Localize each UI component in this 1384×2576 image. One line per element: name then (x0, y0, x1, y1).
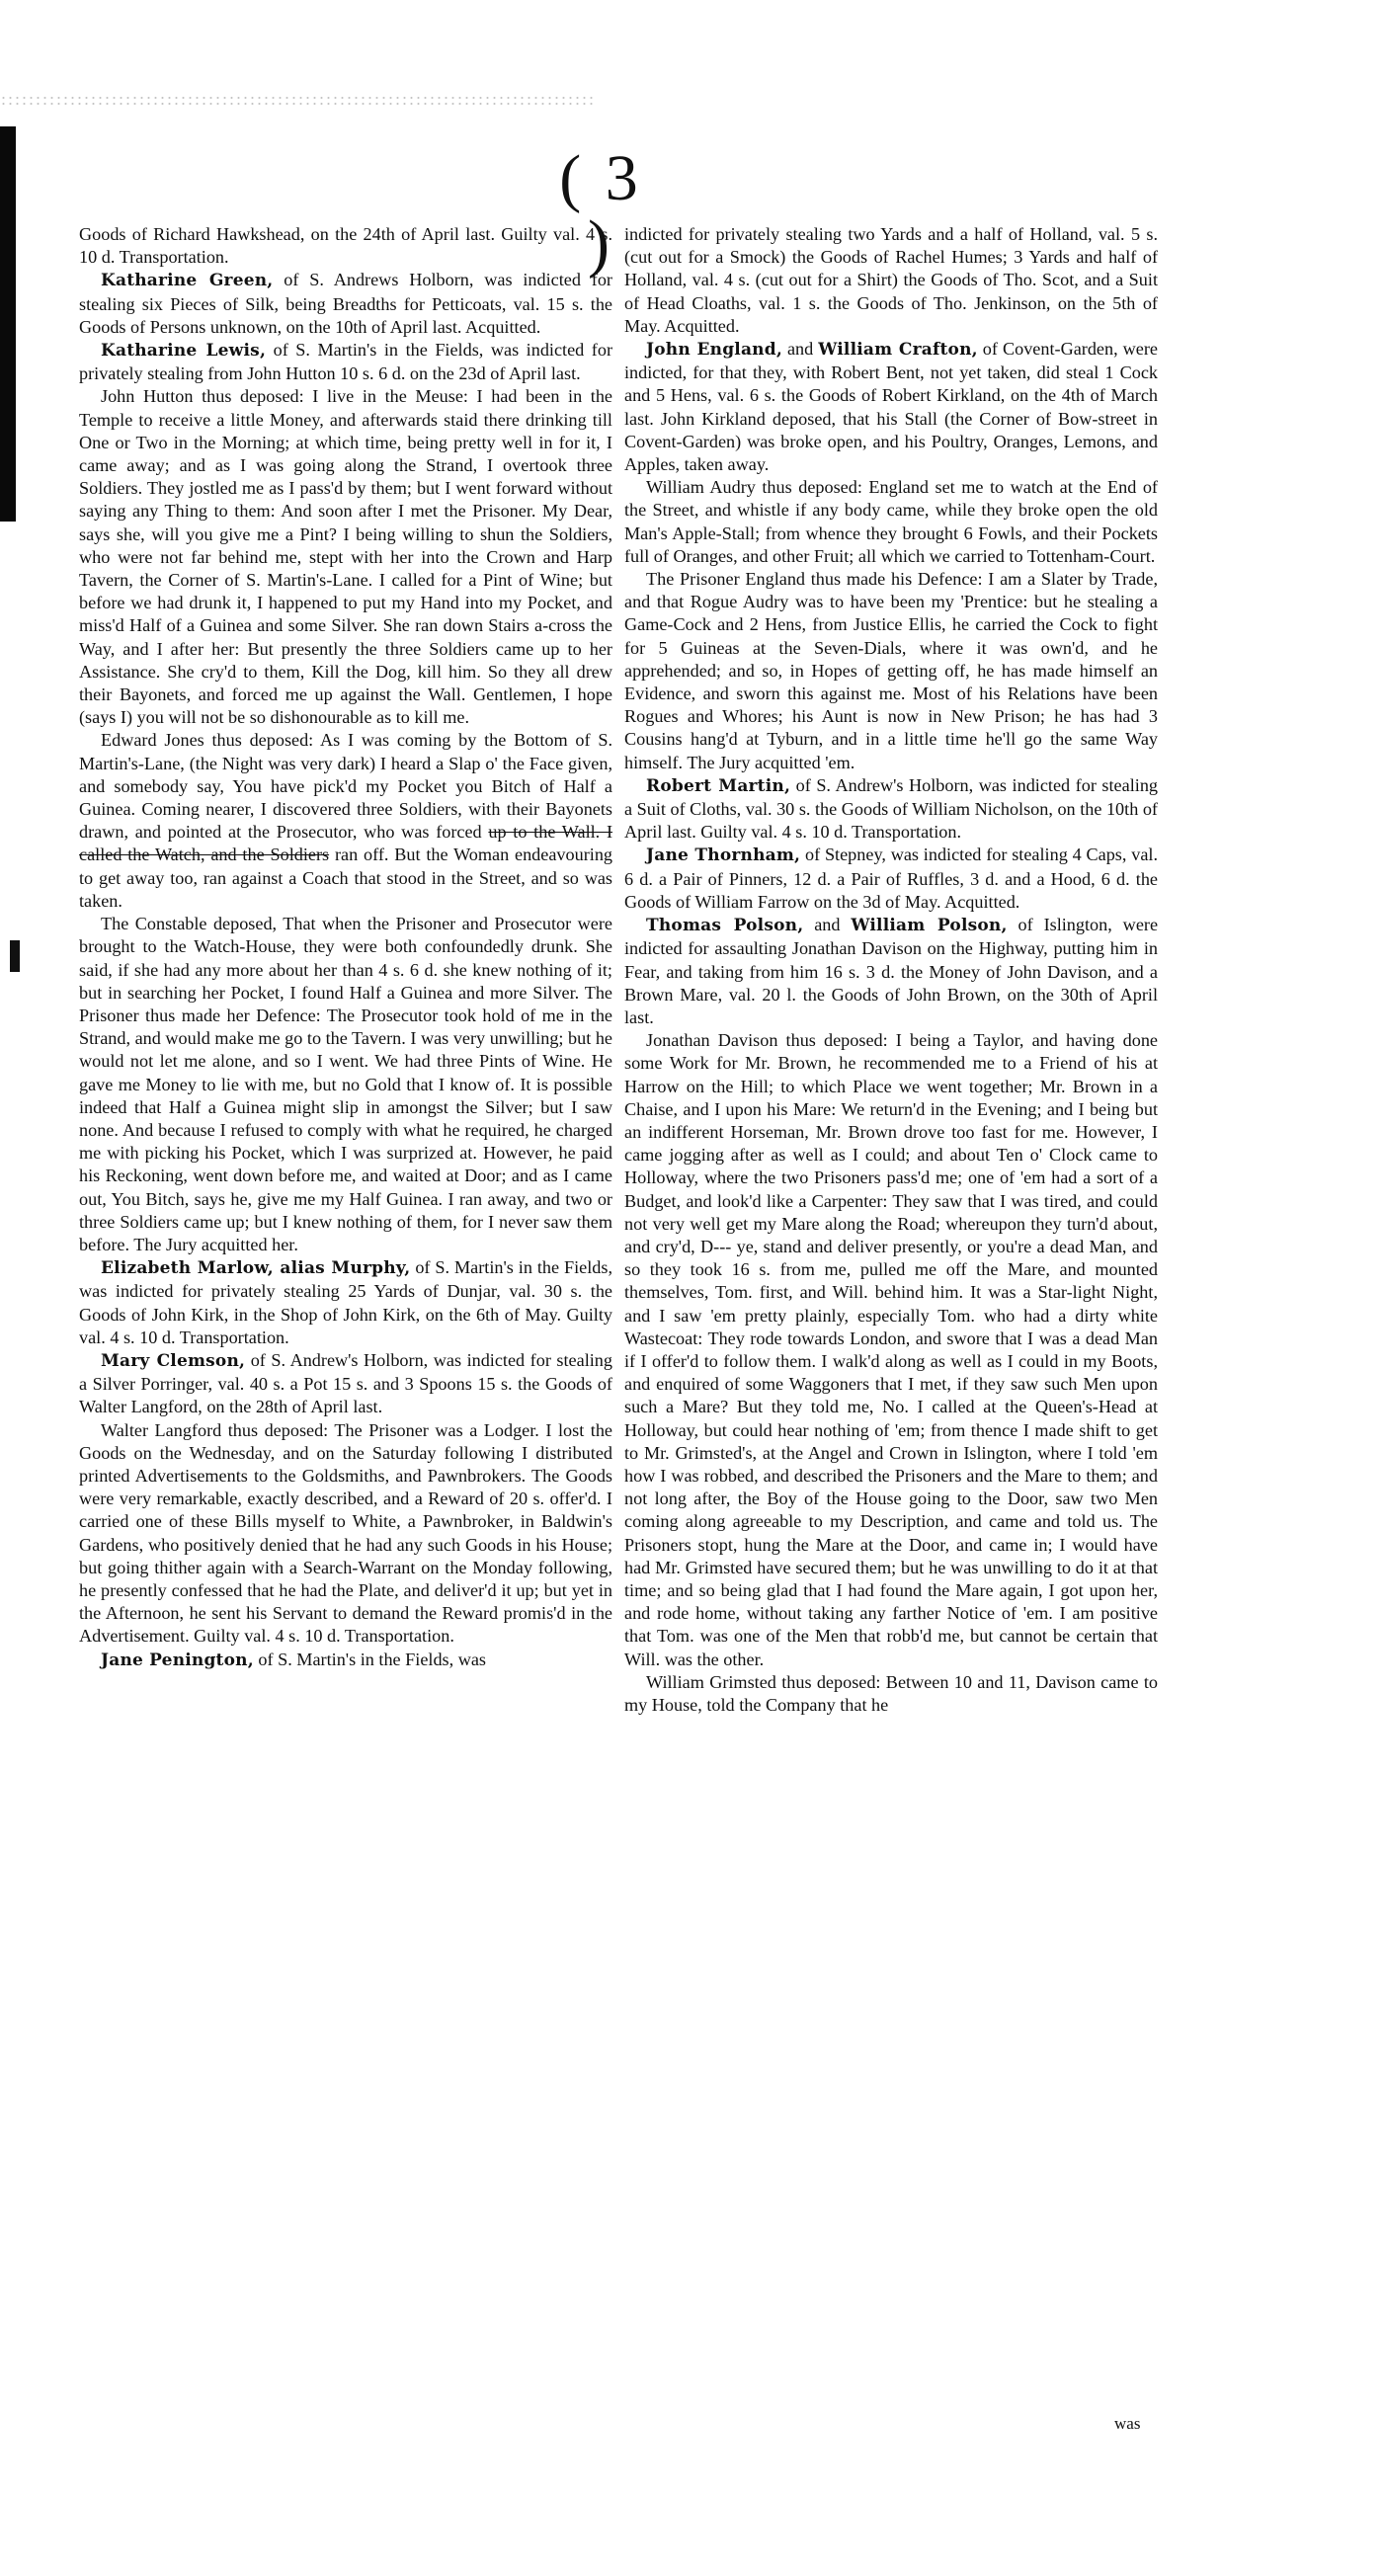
defendant-name: William Polson, (851, 916, 1008, 936)
defendant-name: John England, (646, 340, 782, 361)
scan-edge-bar (0, 126, 16, 522)
defendant-name: Jane Thornham, (646, 845, 801, 866)
defendant-name: Mary Clemson, (101, 1350, 246, 1371)
paragraph: Walter Langford thus deposed: The Prisoner was a Lodger. I lost the Goods on the Wednesday, and on the Saturday following I distributed printed Advertisements to the Goldsmiths, and Pawnbrokers. The Goods were very remarkable, exactly described, and a Reward of 20 s. offer'd. I carried one of these Bills myself to White, a Pawnbroker, in Baldwin's Gardens, who positively denied that he had any such Goods in his House; but going thither again with a Search-Warrant on the Monday following, he presently confessed that he had the Plate, and deliver'd it up; but yet in the Afternoon, he sent his Servant to demand the Reward promis'd in the Advertisement. Guilty val. 4 s. 10 d. Transportation. (79, 1419, 612, 1647)
entry (624, 844, 1158, 914)
entry-text: of Stepney, was indicted for stealing 4 Caps, val. 6 d. a Pair of Pinners, 12 d. a Pair of Ruffles, 3 d. and a Hood, 6 d. the Goods of William Farrow on the 3d of May. Acquitted. (624, 845, 1158, 912)
defendant-name: Jane Penington, (101, 1650, 254, 1670)
paragraph-text: ran off. But the Woman endeavouring to get away too, ran against a Coach that stood in the Street, and so was taken. (79, 845, 612, 911)
right-column (624, 223, 1158, 2446)
struck-text: up to the Wall. I called the Watch, and the Soldiers (79, 822, 612, 865)
margin-mark (10, 940, 20, 972)
entry-text: of S. Martin's in the Fields, was (253, 1649, 487, 1669)
defendant-name: Katharine Green, (101, 271, 274, 291)
scan-noise (0, 95, 593, 107)
page-number: ( 3 ) (559, 142, 642, 280)
entry-text: of S. Andrew's Holborn, was indicted for stealing a Suit of Cloths, val. 30 s. the Goods of William Nicholson, on the 10th of April last. Guilty val. 4 s. 10 d. Transportation. (624, 774, 1158, 843)
entry-text: of Covent-Garden, were indicted, for that they, with Robert Bent, not yet taken, did steal 1 Cock and 5 Hens, val. 6 s. the Goods of Robert Kirkland, on the 4th of March last. John Kirkland deposed, that his Stall (the Corner of Bow-street in Covent-Garden) was broke open, and his Poultry, Oranges, Lemons, and Apples, taken away. (624, 339, 1158, 475)
entry-text: of Islington, were indicted for assaulting Jonathan Davison on the Highway, putting him in Fear, and taking from him 16 s. 3 d. the Money of John Davison, and a Brown Mare, val. 20 l. the Goods of John Brown, on the 30th of April last. (624, 915, 1158, 1027)
paragraph: William Audry thus deposed: England set me to watch at the End of the Street, and whistle if any body came, while they broke open the old Man's Apple-Stall; from whence they brought 6 Fowls, and their Pockets full of Oranges, and other Fruit; all which we carried to Tottenham-Court. (624, 477, 1158, 566)
entry (79, 339, 612, 385)
paragraph: indicted for privately stealing two Yards and a half of Holland, val. 5 s. (cut out for a Smock) the Goods of Rachel Humes; 3 Yards and half of Holland, val. 4 s. (cut out for a Shirt) the Goods of Tho. Scot, and a Suit of Head Cloaths, val. 1 s. the Goods of Tho. Jenkinson, on the 5th of May. Acquitted. (624, 224, 1158, 336)
catchword: was (1114, 2414, 1141, 2433)
entry (624, 774, 1158, 845)
conjunction: and (781, 339, 819, 360)
paragraph: Goods of Richard Hawkshead, on the 24th of April last. Guilty val. 4 s. 10 d. Transportation. (79, 224, 612, 268)
paragraph: John Hutton thus deposed: I live in the Meuse: I had been in the Temple to receive a little Money, and afterwards staid there drinking till One or Two in the Morning; at which time, being pretty well in for it, I came away; and as I was going along the Strand, I overtook three Soldiers. They jostled me as I pass'd by them; but I went forward without saying any Thing to them: And soon after I met the Prisoner. My Dear, says she, will you give me a Pint? I being willing to shun the Soldiers, who were not far behind me, stept with her into the Crown and Harp Tavern, the Corner of S. Martin's-Lane. I called for a Pint of Wine; but before we had drunk it, I happened to put my Hand into my Pocket, and miss'd Half of a Guinea and some Silver. She ran down Stairs a-cross the Way, and I after her: But presently the three Soldiers came up to her Assistance. She cry'd to them, Kill the Dog, kill him. So they all drew their Bayonets, and forced me up against the Wall. Gentlemen, I hope (says I) you will not be so dishonourable as to kill me. (79, 386, 612, 728)
paragraph (79, 729, 612, 913)
entry-text: of S. Martin's in the Fields, was indicted for privately stealing from John Hutton 10 s. 6 d. on the 23d of April last. (79, 340, 612, 384)
paragraph: The Constable deposed, That when the Prisoner and Prosecutor were brought to the Watch-House, they were both confoundedly drunk. She said, if she had any more about her than 4 s. 6 d. she knew nothing of it; but in searching her Pocket, I found Half a Guinea and more Silver. The Prisoner thus made her Defence: The Prosecutor took hold of me in the Strand, and would make me go to the Tavern. I was very unwilling; but he would not let me alone, and so I went. We had three Pints of Wine. He gave me Money to lie with me, but no Gold that I know of. It is possible indeed that Half a Guinea might slip in amongst the Silver; but I saw none. And because I refused to comply with what he required, he charged me with picking his Pocket, which I was surprized at. However, he paid his Reckoning, went down before me, and waited at Door; and as I came out, You Bitch, says he, give me my Half Guinea. I ran away, and two or three Soldiers came up; but I knew nothing of them, for I never saw them before. The Jury acquitted her. (79, 914, 612, 1254)
entry (79, 1649, 612, 1672)
entry (624, 338, 1158, 476)
conjunction: and (803, 915, 852, 935)
defendant-name: Katharine Lewis, (101, 341, 267, 362)
paragraph: The Prisoner England thus made his Defence: I am a Slater by Trade, and that Rogue Audry was to have been my 'Prentice: but he stealing a Game-Cock and 2 Hens, from Justice Ellis, he carried the Cock to fight for 5 Guineas at the Seven-Dials, where it was own'd, and he apprehended; and so, in Hopes of getting off, he has made himself an Evidence, and sworn this against me. Most of his Relations have been Rogues and Whores; his Aunt is now in New Prison; he has had 3 Cousins hang'd at Tyburn, and in a little time he'll go the same Way himself. The Jury acquitted 'em. (624, 569, 1158, 772)
entry (624, 914, 1158, 1029)
entry (79, 1256, 612, 1349)
paragraph-text: Edward Jones thus deposed: As I was coming by the Bottom of S. Martin's-Lane, (the Night was very dark) I heard a Slap o' the Face given, and somebody say, You have pick'd my Pocket you Bitch of Half a Guinea. Coming nearer, I discovered three Soldiers, with their Bayonets drawn, and pointed at the Prosecutor, who was forced (79, 730, 612, 843)
defendant-name: Thomas Polson, (646, 916, 804, 936)
entry-text: of S. Martin's in the Fields, was indicted for privately stealing 25 Yards of Dunjar, val. 30 s. the Goods of John Kirk, in the Shop of John Kirk, on the 6th of May. Guilty val. 4 s. 10 d. Transportation. (79, 1257, 612, 1347)
entry-text: of S. Andrew's Holborn, was indicted for stealing a Silver Porringer, val. 40 s. a Pot 15 s. and 3 Spoons 15 s. the Goods of Walter Langford, on the 28th of April last. (79, 1349, 612, 1417)
defendant-name: Robert Martin, (646, 775, 791, 796)
paragraph: Jonathan Davison thus deposed: I being a Taylor, and having done some Work for Mr. Brown, he recommended me to a Friend of his at Harrow on the Hill; to which Place we went together; Mr. Brown in a Chaise, and I upon his Mare: We return'd in the Evening; and I being but an indifferent Horseman, Mr. Brown drove too fast for me. However, I came jogging after as well as I could; and about Ten o' Clock came to Holloway, where the two Prisoners pass'd me; one of 'em had a sort of a Budget, and look'd like a Carpenter: They saw that I was tired, and could not very well get my Mare along the Road; whereupon they turn'd about, and cry'd, D--- ye, stand and deliver presently, or you're a dead Man, and so they took 16 s. from me, pulled me off the Mare, and mounted themselves, Tom. first, and Will. behind him. It was a Star-light Night, and I saw 'em pretty plainly, especially Tom. who had a dirty white Wastecoat: They rode towards London, and swore that I was a dead Man if I offer'd to follow them. I walk'd along as well as I could in my Boots, and enquired of some Waggoners that I met, if they saw such Men upon such a Mare? But they told me, No. I called at the Queen's-Head at Holloway, but could hear nothing of 'em; from thence I made shift to get to Mr. Grimsted's, at the Angel and Crown in Islington, where I told 'em how I was robbed, and described the Prisoners and the Mare to them; and not long after, the Boy of the House going to the Door, saw two Men coming along agreeable to my Description, and came and told us. The Prisoners stopt, hung the Mare at the Door, and came in; I would have had Mr. Grimsted have secured them; but he was unwilling to do it at that time; and so being glad that I had found the Mare again, I got upon her, and rode home, without taking any farther Notice of 'em. I am positive that Tom. was one of the Men that robb'd me, but cannot be certain that Will. was the other. (624, 1030, 1158, 1669)
defendant-name: Elizabeth Marlow, alias Murphy, (101, 1258, 411, 1279)
entry (79, 1349, 612, 1419)
entry-text: of S. Andrews Holborn, was indicted for stealing six Pieces of Silk, being Breadths for Petticoats, val. 15 s. the Goods of Persons unknown, on the 10th of April last. Acquitted. (79, 270, 612, 337)
left-column (79, 223, 612, 2446)
paragraph: William Grimsted thus deposed: Between 10 and 11, Davison came to my House, told the Company that he (624, 1671, 1158, 1715)
entry (79, 269, 612, 339)
defendant-name: William Crafton, (818, 340, 978, 361)
